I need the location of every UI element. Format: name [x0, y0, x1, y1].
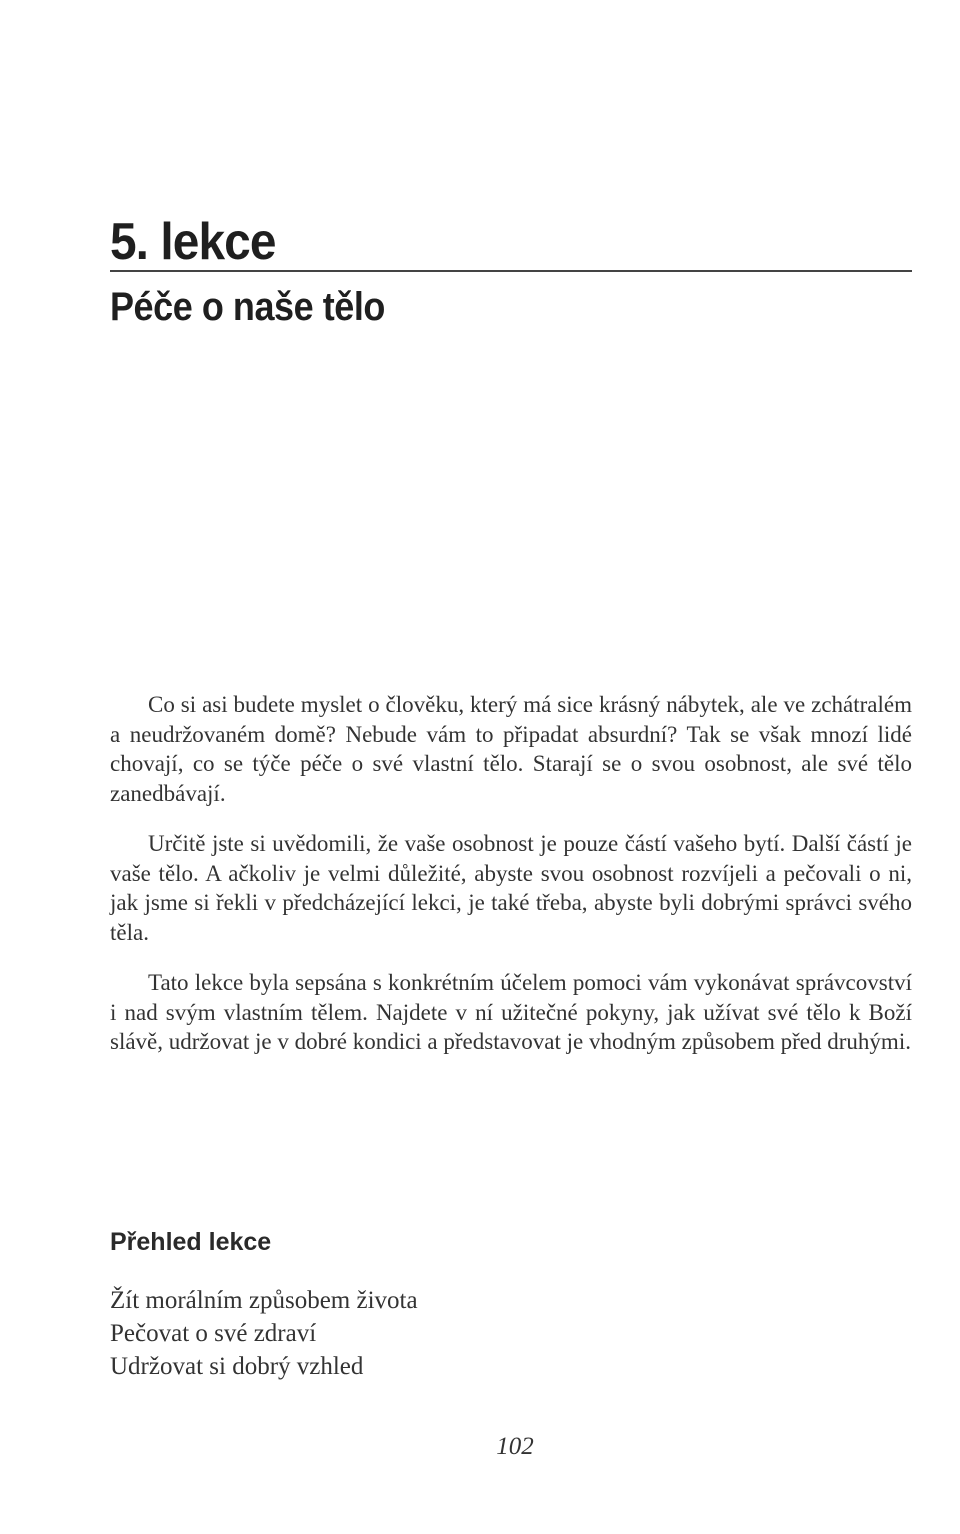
page-number: 102 — [496, 1433, 534, 1460]
intro-paragraph-2: Určitě jste si uvědomili, že vaše osobnost je pouze částí vašeho bytí. Další částí je vaše tělo. A ačkoliv je velmi důležité, abyste svou osobnost rozvíjeli a pečovali o ni, jak jsme si řekli v předcházející lekci, je také třeba, abyste byli dobrými správci svého těla. — [110, 831, 912, 945]
overview-heading: Přehled lekce — [110, 1228, 272, 1256]
overview-item-2: Pečovat o své zdraví — [110, 1320, 317, 1347]
lesson-number-heading: 5. lekce — [110, 213, 276, 271]
intro-paragraph-3: Tato lekce byla sepsána s konkrétním účelem pomoci vám vykonávat správcovství i nad svým vlastním tělem. Najdete v ní užitečné pokyny, jak užívat své tělo k Boží slávě, udržovat je v dobré kondici a představovat je vhodným způsobem před druhými. — [110, 970, 912, 1054]
overview-list — [110, 1284, 418, 1383]
heading-divider — [110, 270, 912, 272]
overview-item-3: Udržovat si dobrý vzhled — [110, 1353, 364, 1380]
overview-item-1: Žít morálním způsobem života — [110, 1287, 418, 1314]
lesson-title: Péče o naše tělo — [110, 285, 385, 329]
intro-text — [110, 690, 912, 1078]
intro-paragraph-1: Co si asi budete myslet o člověku, který má sice krásný nábytek, ale ve zchátralém a neudržovaném domě? Nebude vám to připadat absurdní? Tak se však mnozí lidé chovají, co se týče péče o své vlastní tělo. Starají se o svou osobnost, ale své tělo zanedbávají. — [110, 692, 912, 806]
